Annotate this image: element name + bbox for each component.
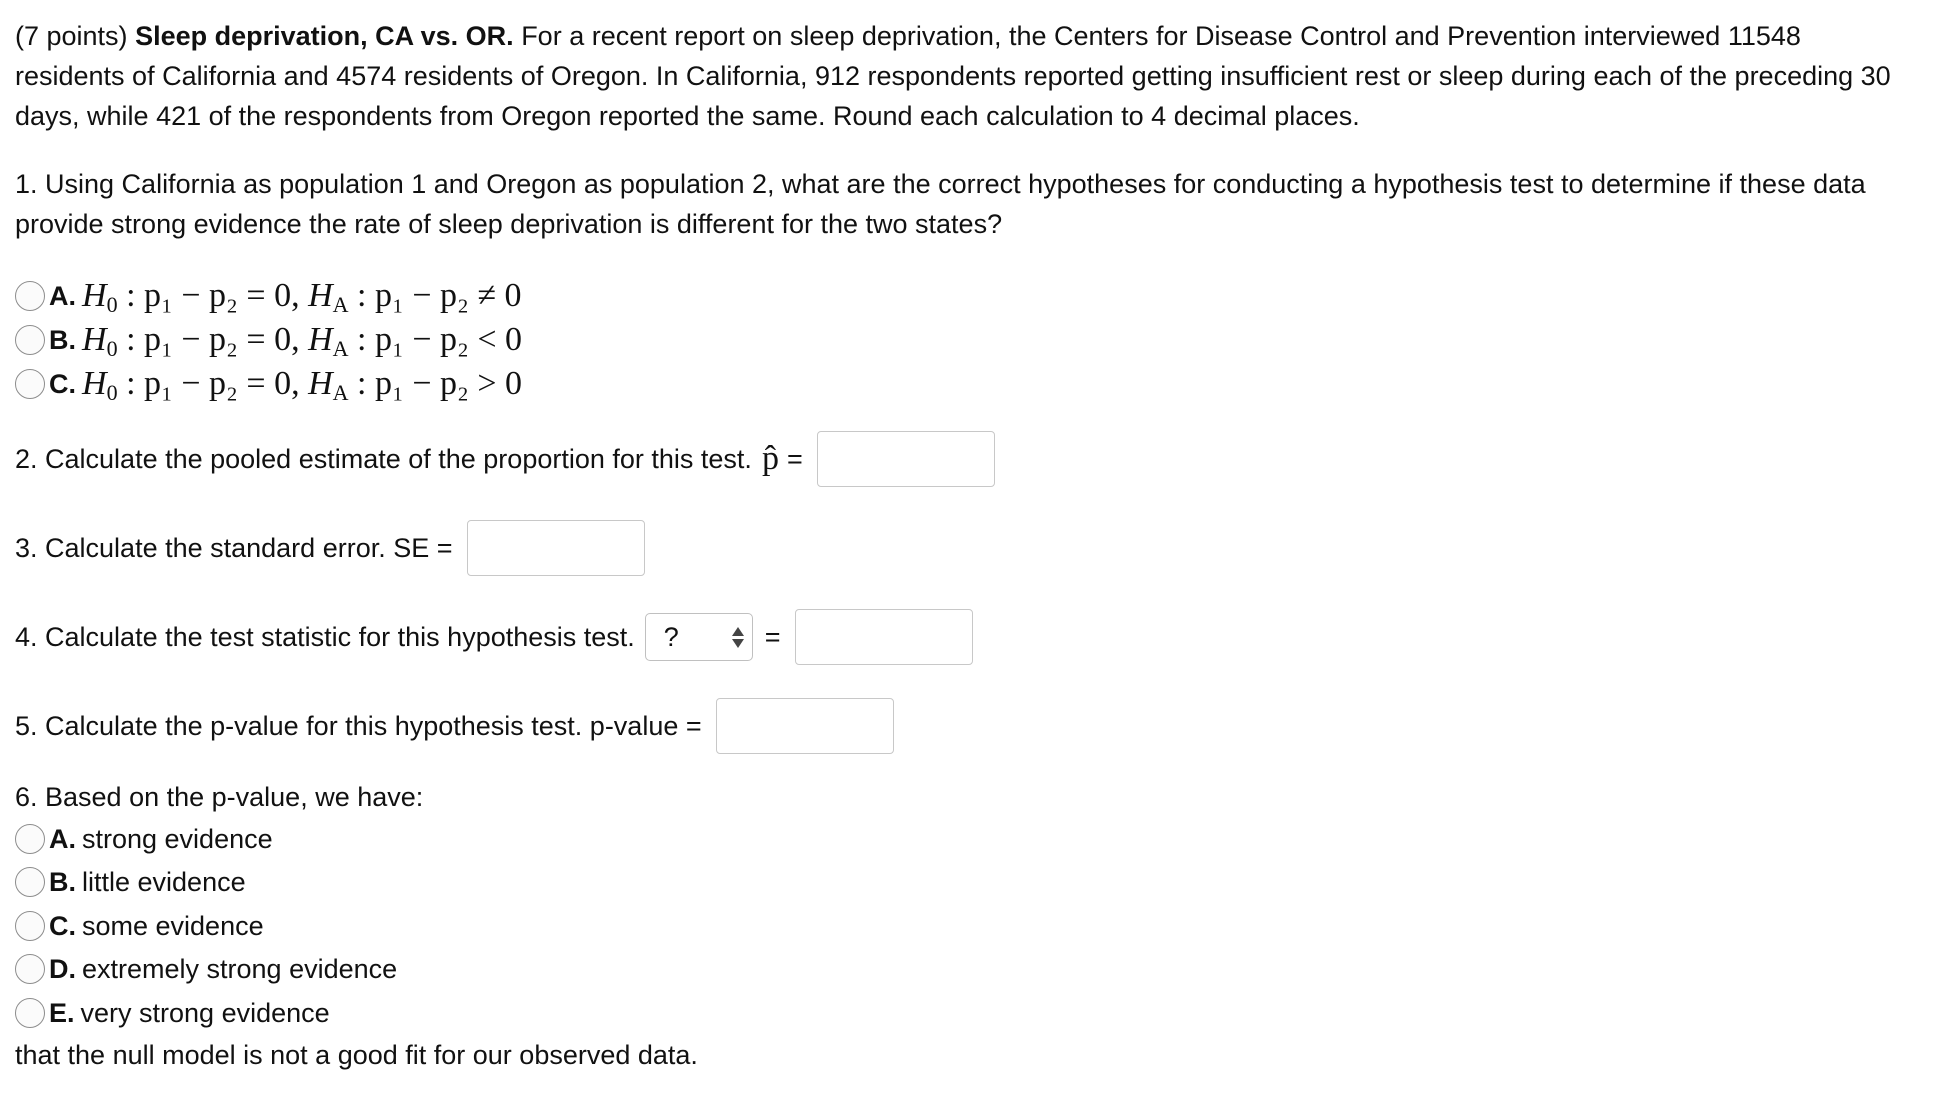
q1-choice-letter: C. <box>49 369 76 399</box>
question-5-text: 5. Calculate the p-value for this hypothesis test. p-value = <box>15 711 702 741</box>
test-statistic-input[interactable] <box>795 609 973 665</box>
q6-radio-a[interactable] <box>15 824 45 854</box>
q6-choice-letter: E. <box>49 997 75 1028</box>
question-6-choices <box>15 817 1923 1035</box>
select-arrows-icon <box>732 627 744 648</box>
q6-choice-letter: B. <box>49 867 76 898</box>
question-6-text: 6. Based on the p-value, we have: <box>15 782 424 812</box>
q1-radio-a[interactable] <box>15 281 45 311</box>
q6-radio-e[interactable] <box>15 998 45 1028</box>
q6-choice-letter: C. <box>49 910 76 941</box>
standard-error-input[interactable] <box>467 520 645 576</box>
q1-choice-b[interactable] <box>15 318 1923 362</box>
q6-choice-label: some evidence <box>82 910 264 941</box>
question-5 <box>15 695 1923 757</box>
q1-radio-c[interactable] <box>15 369 45 399</box>
q1-choice-letter: A. <box>49 281 76 311</box>
q6-choice-label: little evidence <box>82 867 246 898</box>
question-1-choices <box>15 274 1923 406</box>
question-3-text: 3. Calculate the standard error. SE = <box>15 533 453 563</box>
question-6-closing: that the null model is not a good fit for our observed data. <box>15 1039 698 1070</box>
p-hat-symbol: p̂ <box>761 440 779 477</box>
problem-title: Sleep deprivation, CA vs. OR. <box>135 21 514 51</box>
points-label: (7 points) <box>15 21 128 51</box>
q6-choice-label: extremely strong evidence <box>82 954 398 985</box>
q6-choice-label: very strong evidence <box>80 997 330 1028</box>
q6-choice-d[interactable] <box>15 948 1923 992</box>
q1-radio-b[interactable] <box>15 325 45 355</box>
question-3 <box>15 517 1923 579</box>
equals-sign: = <box>764 622 781 652</box>
test-statistic-select[interactable] <box>645 613 753 661</box>
question-4 <box>15 606 1923 668</box>
q6-choice-a[interactable] <box>15 817 1923 861</box>
q1-choice-letter: B. <box>49 325 76 355</box>
equals-sign: = <box>786 444 803 474</box>
q6-choice-c[interactable] <box>15 904 1923 948</box>
select-value: ? <box>663 622 679 652</box>
q6-radio-b[interactable] <box>15 867 45 897</box>
q6-choice-letter: A. <box>49 823 76 854</box>
question-2-text: 2. Calculate the pooled estimate of the proportion for this test. <box>15 444 752 474</box>
q6-choice-e[interactable] <box>15 991 1923 1035</box>
p-value-input[interactable] <box>716 698 894 754</box>
question-2 <box>15 428 1923 490</box>
q1-choice-a[interactable] <box>15 274 1923 318</box>
question-4-text: 4. Calculate the test statistic for this hypothesis test. <box>15 622 635 652</box>
q6-choice-label: strong evidence <box>82 823 273 854</box>
problem-intro <box>15 16 1915 136</box>
q1-choice-formula: $H_0$ : p₁ − p₂ = 0, $H_A$ : p₁ − p₂ ≠ 0 <box>82 277 522 317</box>
q6-radio-c[interactable] <box>15 911 45 941</box>
q6-choice-letter: D. <box>49 954 76 985</box>
q1-choice-c[interactable] <box>15 362 1923 406</box>
problem-text: For a recent report on sleep deprivation, the Centers for Disease Control and Prevention interviewed 11548 residents of California and 4574 residents of Oregon. In California, 912 respondents reported getting insufficient rest or sleep during each of the preceding 30 days, while 421 of the respondents from Oregon reported the same. Round each calculation to 4 decimal places. <box>15 21 1891 131</box>
question-1-text: 1. Using California as population 1 and Oregon as population 2, what are the correct hypotheses for conducting a hypothesis test to determine if these data provide strong evidence the rate of sleep deprivation is different for the two states? <box>15 169 1866 239</box>
q1-choice-formula: $H_0$ : p₁ − p₂ = 0, $H_A$ : p₁ − p₂ < 0 <box>82 321 523 361</box>
q1-choice-formula: $H_0$ : p₁ − p₂ = 0, $H_A$ : p₁ − p₂ > 0 <box>82 365 523 405</box>
q6-radio-d[interactable] <box>15 954 45 984</box>
q6-choice-b[interactable] <box>15 861 1923 905</box>
pooled-proportion-input[interactable] <box>817 431 995 487</box>
